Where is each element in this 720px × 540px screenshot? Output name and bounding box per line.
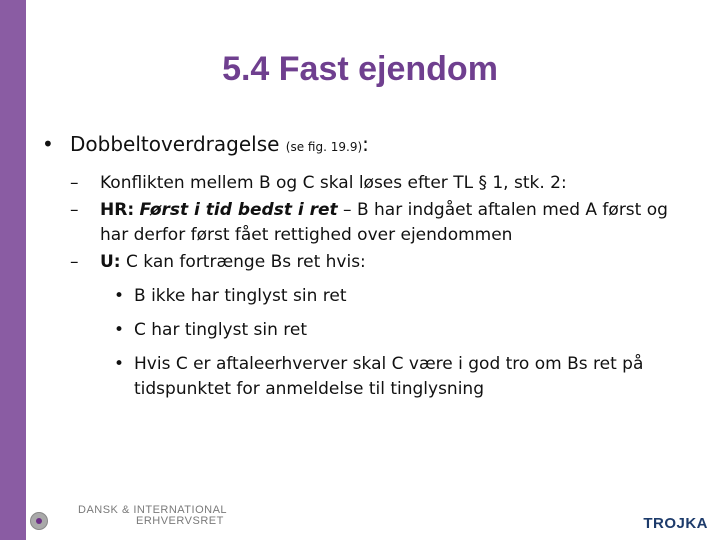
institution-line1: DANSK & INTERNATIONAL: [78, 504, 228, 516]
seal-logo-icon: [30, 512, 48, 530]
hr-text: – B har indgået aftalen med A først og har derfor først fået rettighed over ejendommen: [100, 200, 668, 245]
sub-sub-bullet-2: [40, 318, 700, 343]
slide-body: [40, 130, 700, 402]
slide-footer: [0, 500, 720, 540]
sub-sub-bullet-text: C har tinglyst sin ret: [134, 320, 308, 340]
dash-icon: –: [70, 252, 79, 272]
sub-sub-bullet-3: [40, 352, 700, 402]
sub-sub-bullet-1: [40, 284, 700, 309]
dash-icon: –: [70, 200, 79, 220]
u-label: U:: [100, 252, 121, 272]
sub-bullet-text: Konflikten mellem B og C skal løses efter TL § 1, stk. 2:: [100, 173, 567, 193]
hr-label: HR:: [100, 200, 135, 220]
bullet-colon: :: [362, 132, 369, 156]
figure-reference: (se fig. 19.9): [285, 140, 363, 154]
bullet-icon: •: [114, 286, 125, 306]
institution-logo-text: [78, 505, 227, 527]
publisher-logo: TROJKA: [643, 515, 708, 532]
u-text: C kan fortrænge Bs ret hvis:: [120, 252, 366, 272]
sub-bullet-u: [40, 250, 700, 275]
sub-bullet-konflikten: [40, 171, 700, 196]
sub-sub-bullet-text: Hvis C er aftaleerhverver skal C være i god tro om Bs ret på tidspunktet for anmeldelse til tinglysning: [134, 354, 644, 399]
bullet-text: Dobbeltoverdragelse: [70, 132, 286, 156]
bullet-icon: •: [42, 132, 54, 156]
hr-principle: Først i tid bedst i ret: [139, 200, 338, 220]
slide-title: 5.4 Fast ejendom: [222, 50, 498, 88]
sub-bullet-hr: [40, 198, 700, 248]
sub-sub-bullet-text: B ikke har tinglyst sin ret: [134, 286, 347, 306]
bullet-icon: •: [114, 354, 125, 374]
dash-icon: –: [70, 173, 79, 193]
bullet-icon: •: [114, 320, 125, 340]
bullet-dobbeltoverdragelse: [40, 130, 700, 161]
seal-center: [36, 518, 42, 524]
institution-line2: ERHVERVSRET: [136, 515, 224, 527]
